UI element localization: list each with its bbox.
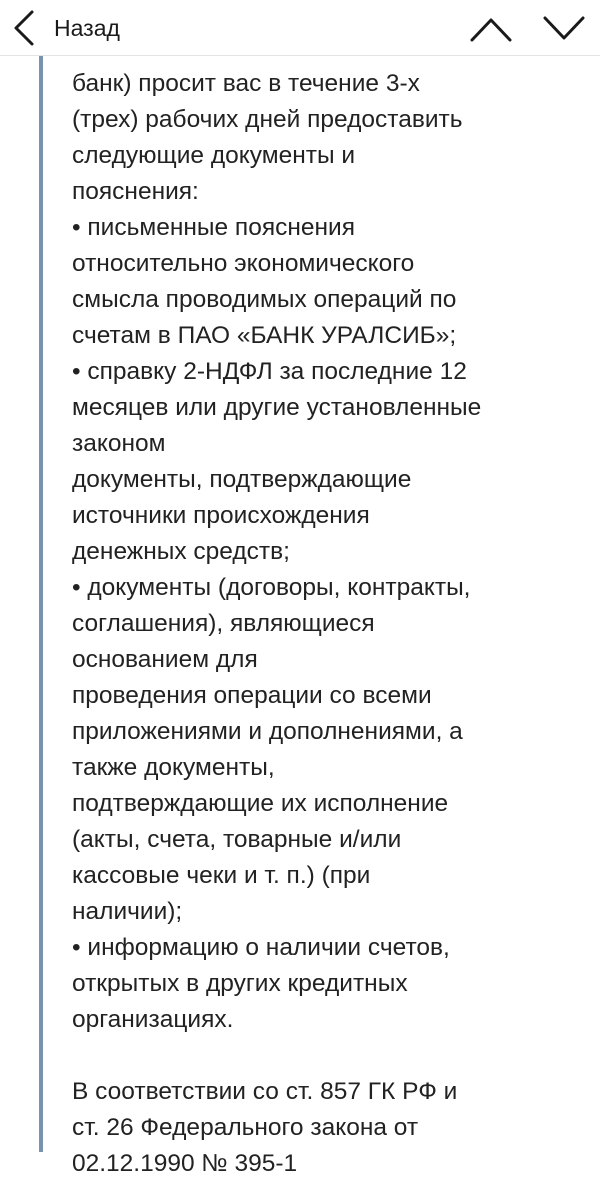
message-line: относительно экономического bbox=[72, 250, 415, 277]
message-line: законом bbox=[72, 430, 166, 457]
top-bar bbox=[0, 0, 600, 56]
message-line: подтверждающие их исполнение bbox=[72, 790, 449, 817]
message-line: смысла проводимых операций по bbox=[72, 286, 457, 313]
message-line: • справку 2-НДФЛ за последние 12 bbox=[72, 358, 467, 385]
message-line: 02.12.1990 № 395-1 bbox=[72, 1150, 298, 1177]
message-text bbox=[72, 66, 572, 1182]
next-match-button[interactable] bbox=[540, 8, 588, 48]
message-line: пояснения: bbox=[72, 178, 199, 205]
message-line: • письменные пояснения bbox=[72, 214, 355, 241]
back-label: Назад bbox=[54, 15, 120, 41]
chevron-down-icon bbox=[540, 8, 588, 48]
message-line bbox=[72, 1038, 572, 1074]
message-line: ст. 26 Федерального закона от bbox=[72, 1114, 419, 1141]
message-line: (акты, счета, товарные и/или bbox=[72, 826, 402, 853]
message-line: счетам в ПАО «БАНК УРАЛСИБ»; bbox=[72, 322, 457, 349]
quote-bar bbox=[39, 56, 43, 1152]
message-line: основанием для bbox=[72, 646, 258, 673]
chevron-left-icon bbox=[10, 9, 38, 47]
message-line: организациях. bbox=[72, 1006, 234, 1033]
message-line: приложениями и дополнениями, а bbox=[72, 718, 463, 745]
message-line: также документы, bbox=[72, 754, 275, 781]
message-line: соглашения), являющиеся bbox=[72, 610, 375, 637]
message-line: (трех) рабочих дней предоставить bbox=[72, 106, 463, 133]
message-line: открытых в других кредитных bbox=[72, 970, 408, 997]
message-line: денежных средств; bbox=[72, 538, 290, 565]
message-line: В соответствии со ст. 857 ГК РФ и bbox=[72, 1078, 458, 1105]
chevron-up-icon bbox=[467, 8, 515, 48]
message-line: наличии); bbox=[72, 898, 183, 925]
message-line: следующие документы и bbox=[72, 142, 356, 169]
message-line: месяцев или другие установленные bbox=[72, 394, 482, 421]
previous-match-button[interactable] bbox=[467, 8, 515, 48]
back-button[interactable] bbox=[0, 0, 160, 56]
message-line: документы, подтверждающие bbox=[72, 466, 412, 493]
message-line: проведения операции со всеми bbox=[72, 682, 432, 709]
message-line: • информацию о наличии счетов, bbox=[72, 934, 450, 961]
message-line: банк) просит вас в течение 3-х bbox=[72, 70, 420, 97]
message-line: • документы (договоры, контракты, bbox=[72, 574, 471, 601]
message-line: кассовые чеки и т. п.) (при bbox=[72, 862, 371, 889]
message-line: источники происхождения bbox=[72, 502, 370, 529]
